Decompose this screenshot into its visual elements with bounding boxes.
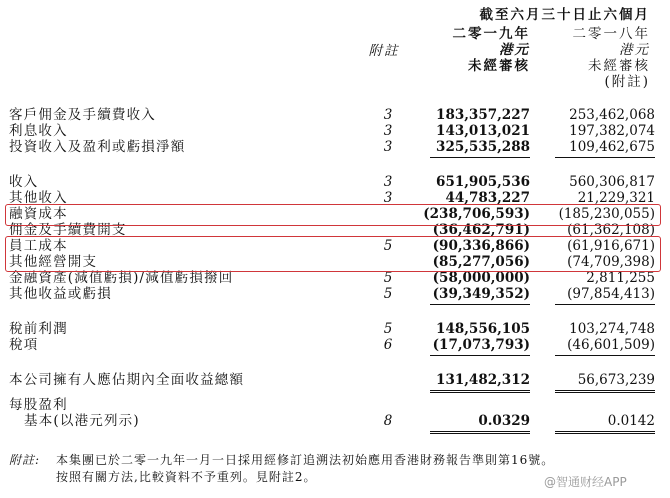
row-note: 3 — [383, 107, 393, 123]
row-value-2018: 197,382,074 — [569, 123, 655, 139]
row-value-2018: (185,230,055) — [558, 206, 655, 222]
row-value-2018: (61,362,108) — [567, 222, 655, 238]
row-label: 金融資產(減值虧損)/減值虧損撥回 — [9, 270, 234, 286]
col-2018-status: 未經審核 — [588, 58, 650, 74]
row-label: 基本(以港元列示) — [24, 413, 140, 429]
row-value-2018: 560,306,817 — [569, 174, 655, 190]
row-label: 佣金及手續費開支 — [9, 222, 127, 238]
row-value-2019: (58,000,000) — [432, 270, 530, 286]
row-note: 3 — [383, 190, 393, 206]
row-value-2018: 0.0142 — [607, 413, 655, 429]
row-value-2019: (39,349,352) — [432, 286, 530, 302]
row-label: 收入 — [9, 174, 39, 190]
period-header: 截至六月三十日止六個月 — [479, 7, 650, 23]
row-value-2019: 183,357,227 — [436, 107, 530, 123]
row-value-2019: 131,482,312 — [436, 372, 530, 388]
col-2018-remark: (附註) — [604, 74, 650, 90]
row-value-2018: 2,811,255 — [586, 270, 655, 286]
subtotal-rule — [430, 355, 530, 356]
highlight-box-finance-cost — [5, 204, 661, 226]
row-value-2018: 103,274,748 — [569, 321, 655, 337]
subtotal-rule — [430, 304, 530, 305]
col-2019-year: 二零一九年 — [452, 26, 530, 42]
row-label: 其他收入 — [9, 190, 68, 206]
row-label: 稅前利潤 — [9, 321, 68, 337]
row-value-2019: 651,905,536 — [436, 174, 530, 190]
row-note: 3 — [383, 174, 393, 190]
row-label: 本公司擁有人應佔期內全面收益總額 — [9, 372, 245, 388]
col-2019-status: 未經審核 — [468, 58, 530, 74]
subtotal-rule — [430, 157, 530, 158]
total-double-rule — [430, 390, 530, 393]
note-column-header: 附註 — [368, 43, 400, 59]
footnote-line-1: 本集團已於二零一九年一月一日採用經修訂追溯法初始應用香港財務報告準則第16號。 — [56, 453, 555, 467]
total-double-rule — [555, 431, 655, 434]
row-value-2018: 56,673,239 — [577, 372, 655, 388]
footnote-prefix: 附註: — [9, 453, 41, 467]
row-value-2019: (238,706,593) — [423, 206, 530, 222]
row-value-2019: (85,277,056) — [432, 254, 530, 270]
row-note: 6 — [383, 337, 393, 353]
col-2018-currency: 港元 — [619, 42, 650, 58]
subtotal-rule — [555, 304, 655, 305]
row-value-2019: 325,535,288 — [436, 139, 530, 155]
subtotal-rule — [555, 157, 655, 158]
row-value-2018: 109,462,675 — [569, 139, 655, 155]
row-value-2018: 21,229,321 — [577, 190, 655, 206]
row-label: 融資成本 — [9, 206, 68, 222]
row-value-2018: (74,709,398) — [567, 254, 655, 270]
row-value-2019: 143,013,021 — [436, 123, 530, 139]
row-note: 5 — [383, 270, 393, 286]
total-double-rule — [555, 390, 655, 393]
row-value-2019: (90,336,866) — [432, 238, 530, 254]
row-value-2019: (36,462,791) — [432, 222, 530, 238]
row-value-2019: 44,783,227 — [445, 190, 530, 206]
row-note: 3 — [383, 139, 393, 155]
row-value-2018: 253,462,068 — [569, 107, 655, 123]
row-note: 5 — [383, 238, 393, 254]
row-value-2019: 148,556,105 — [436, 321, 530, 337]
row-note: 5 — [383, 286, 393, 302]
row-label: 投資收入及盈利或虧損淨額 — [9, 139, 186, 155]
watermark-text: @智通财经APP — [544, 475, 627, 489]
col-2019-currency: 港元 — [499, 42, 530, 58]
row-label: 每股盈利 — [9, 397, 68, 413]
row-label: 其他收益或虧損 — [9, 286, 112, 302]
row-label: 其他經營開支 — [9, 254, 98, 270]
row-value-2018: (97,854,413) — [567, 286, 655, 302]
row-label: 稅項 — [9, 337, 39, 353]
total-double-rule — [430, 431, 530, 434]
row-label: 客戶佣金及手續費收入 — [9, 107, 156, 123]
row-value-2018: (61,916,671) — [567, 238, 655, 254]
row-value-2018: (46,601,509) — [567, 337, 655, 353]
row-note: 8 — [383, 413, 393, 429]
subtotal-rule — [555, 355, 655, 356]
row-note: 3 — [383, 123, 393, 139]
row-value-2019: 0.0329 — [478, 413, 530, 429]
row-label: 利息收入 — [9, 123, 68, 139]
footnote-line-2: 按照有關方法,比較資料不予重列。見附註2。 — [56, 470, 317, 484]
row-label: 員工成本 — [9, 238, 68, 254]
col-2018-year: 二零一八年 — [572, 26, 650, 42]
row-value-2019: (17,073,793) — [432, 337, 530, 353]
row-note: 5 — [383, 321, 393, 337]
highlight-box-staff-other-costs — [5, 236, 661, 272]
